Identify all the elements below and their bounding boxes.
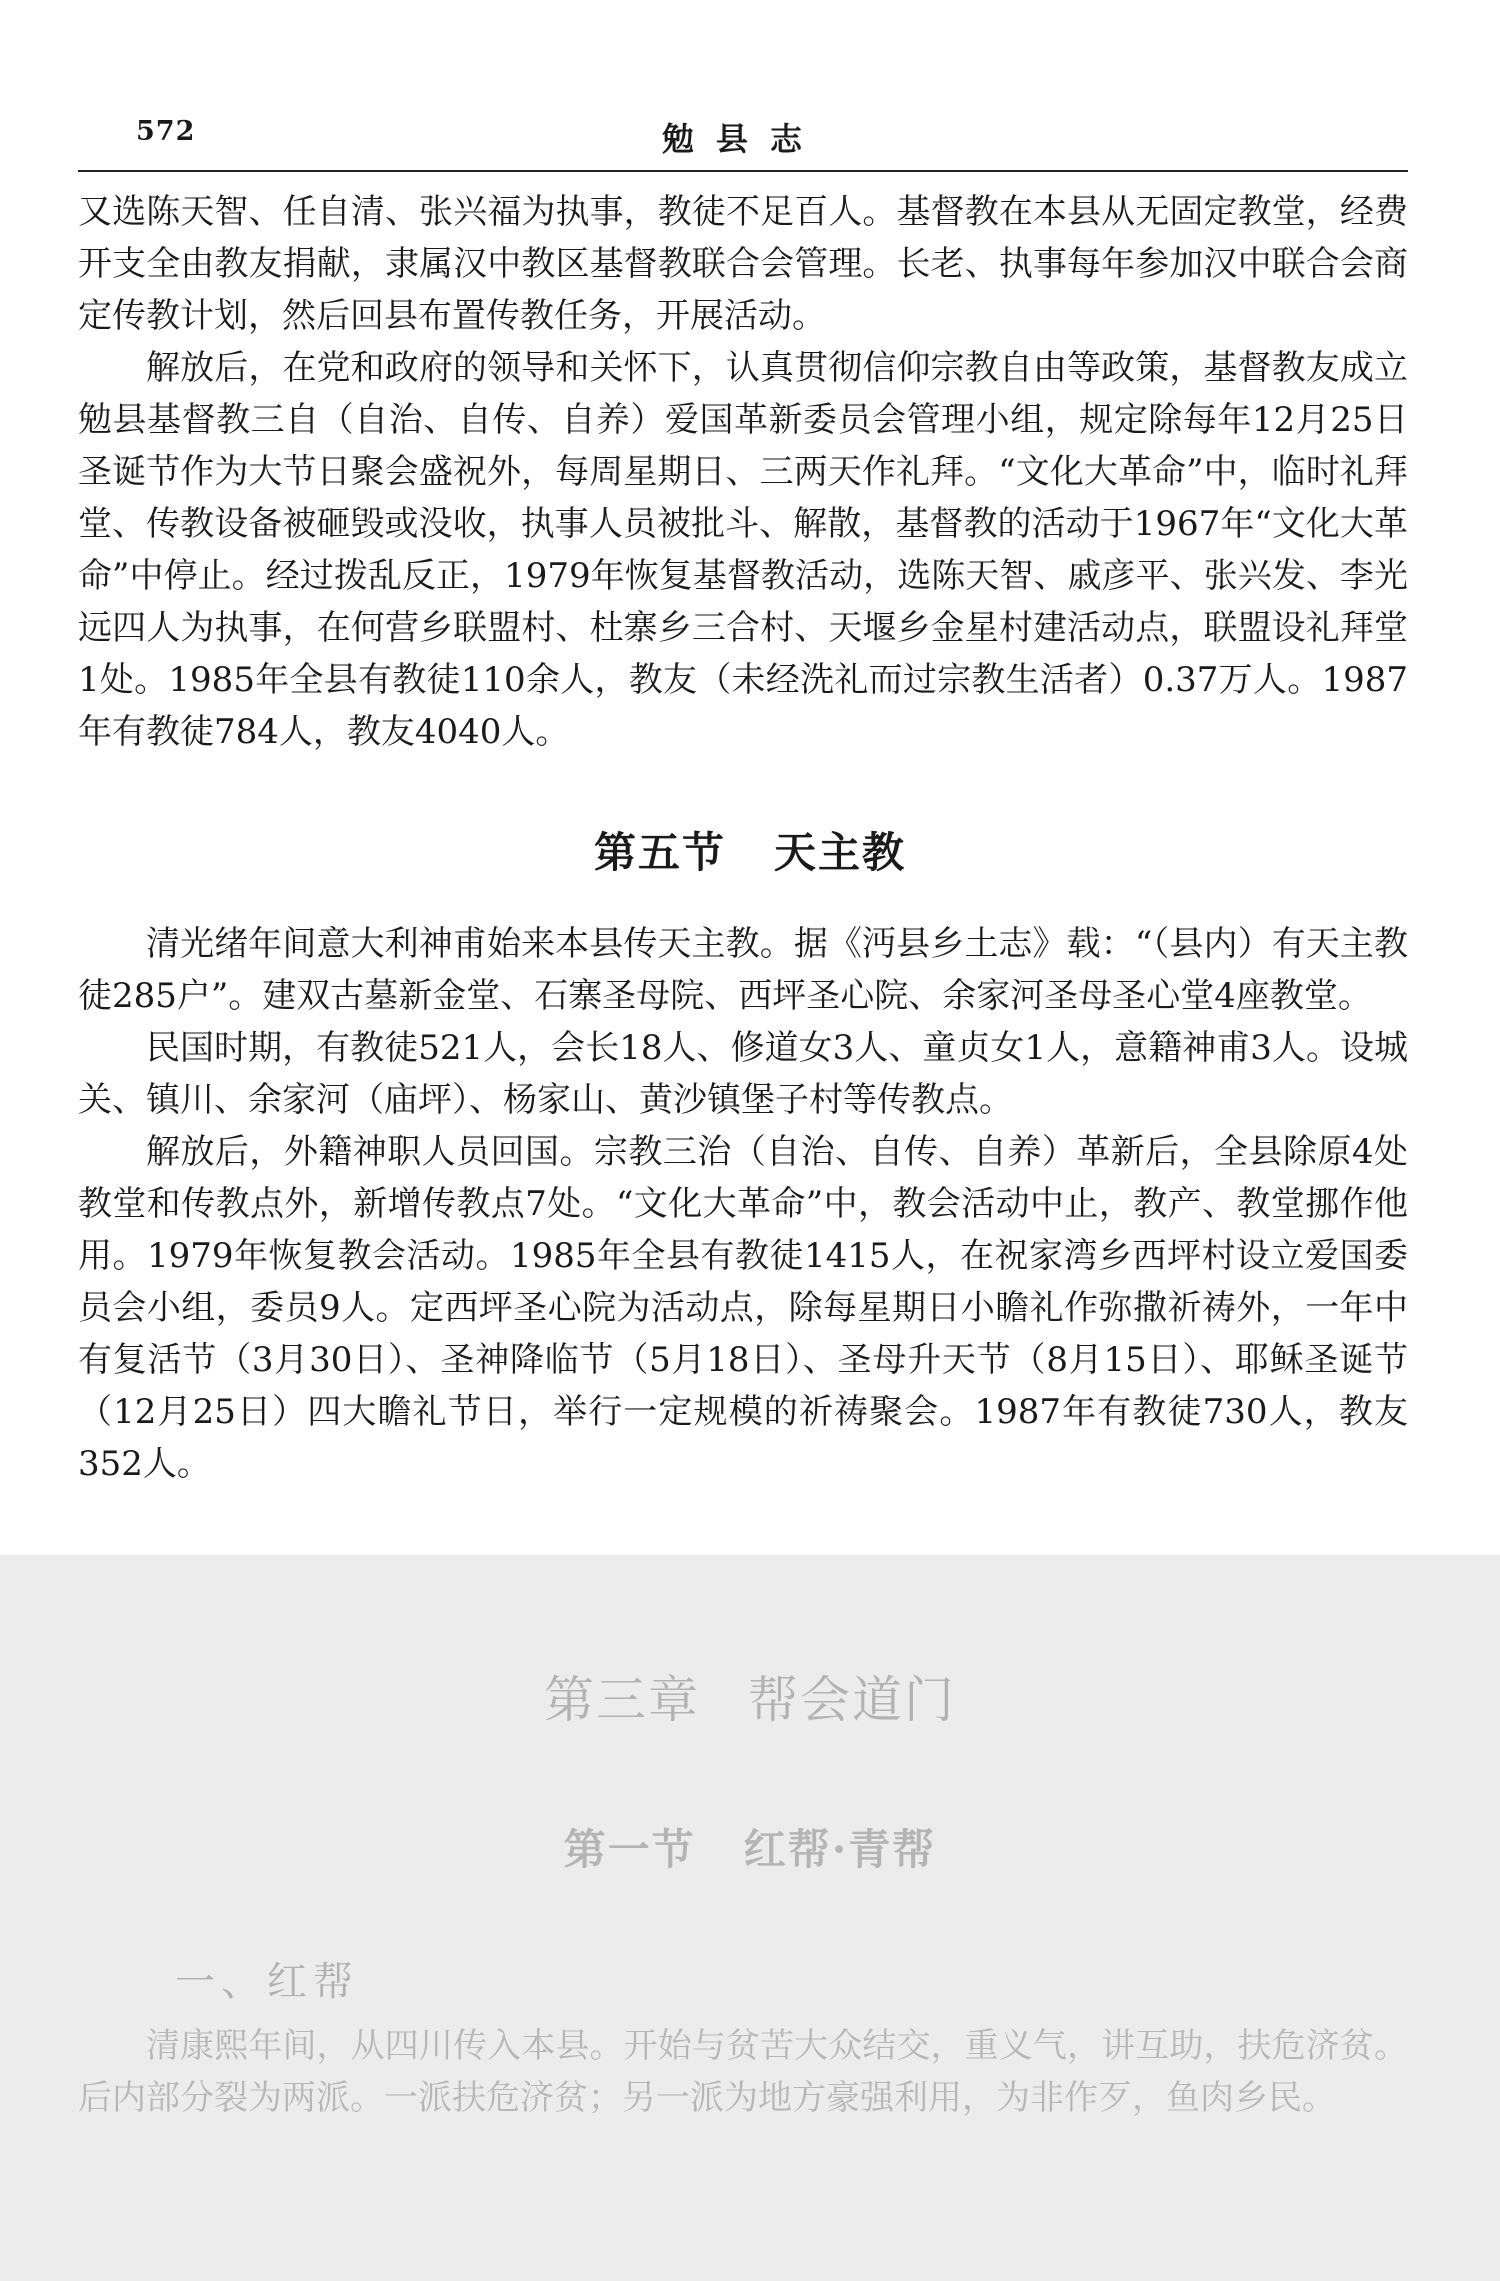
paragraph: 清康熙年间，从四川传入本县。开始与贫苦大众结交，重义气，讲互助，扶危济贫。后内部分裂为两派。一派扶危济贫；另一派为地方豪强利用，为非作歹，鱼肉乡民。 xyxy=(78,2026,1408,2118)
faded-next-page-preview xyxy=(0,1555,1500,2281)
section-body-red-gang xyxy=(78,2020,1408,2124)
section-heading-catholicism xyxy=(0,820,1500,880)
book-title: 勉县志 xyxy=(661,120,824,158)
section-heading-red-green-gang xyxy=(0,1817,1500,1877)
sub-heading-red-gang: 一、红帮 xyxy=(175,1959,359,2005)
chapter-title: 帮会道门 xyxy=(748,1671,956,1729)
section-title: 天主教 xyxy=(774,828,907,877)
paragraph: 清光绪年间意大利神甫始来本县传天主教。据《沔县乡土志》载：“（县内）有天主教徒285户”。建双古墓新金堂、石寨圣母院、西坪圣心院、余家河圣母圣心堂4座教堂。 xyxy=(78,924,1408,1016)
header-rule xyxy=(78,170,1408,172)
page-number: 572 xyxy=(136,116,196,147)
chapter-heading xyxy=(0,1660,1500,1732)
section-title: 红帮·青帮 xyxy=(743,1825,937,1874)
continued-section-text xyxy=(78,186,1408,758)
paragraph: 解放后，外籍神职人员回国。宗教三治（自治、自传、自养）革新后，全县除原4处教堂和传教点外，新增传教点7处。“文化大革命”中，教会活动中止，教产、教堂挪作他用。1979年恢复教会活动。1985年全县有教徒1415人，在祝家湾乡西坪村设立爱国委员会小组，委员9人。定西坪圣心院为活动点，除每星期日小瞻礼作弥撒祈祷外，一年中有复活节（3月30日）、圣神降临节（5月18日）、圣母升天节（8月15日）、耶稣圣诞节（12月25日）四大瞻礼节日，举行一定规模的祈祷聚会。1987年有教徒730人，教友352人。 xyxy=(78,1132,1408,1484)
chapter-number: 第三章 xyxy=(544,1671,700,1729)
section-number: 第一节 xyxy=(563,1825,696,1874)
page-header xyxy=(78,110,1408,160)
section-body-catholicism xyxy=(78,918,1408,1490)
section-number: 第五节 xyxy=(593,828,726,877)
paragraph: 民国时期，有教徒521人，会长18人、修道女3人、童贞女1人，意籍神甫3人。设城关、镇川、余家河（庙坪）、杨家山、黄沙镇堡子村等传教点。 xyxy=(78,1028,1408,1120)
paragraph: 解放后，在党和政府的领导和关怀下，认真贯彻信仰宗教自由等政策，基督教友成立勉县基督教三自（自治、自传、自养）爱国革新委员会管理小组，规定除每年12月25日圣诞节作为大节日聚会盛祝外，每周星期日、三两天作礼拜。“文化大革命”中，临时礼拜堂、传教设备被砸毁或没收，执事人员被批斗、解散，基督教的活动于1967年“文化大革命”中停止。经过拨乱反正，1979年恢复基督教活动，选陈天智、戚彦平、张兴发、李光远四人为执事，在何营乡联盟村、杜寨乡三合村、天堰乡金星村建活动点，联盟设礼拜堂1处。1985年全县有教徒110余人，教友（未经洗礼而过宗教生活者）0.37万人。1987年有教徒784人，教友4040人。 xyxy=(78,348,1408,752)
paragraph: 又选陈天智、任自清、张兴福为执事，教徒不足百人。基督教在本县从无固定教堂，经费开支全由教友捐献，隶属汉中教区基督教联合会管理。长老、执事每年参加汉中联合会商定传教计划，然后回县布置传教任务，开展活动。 xyxy=(78,192,1408,336)
